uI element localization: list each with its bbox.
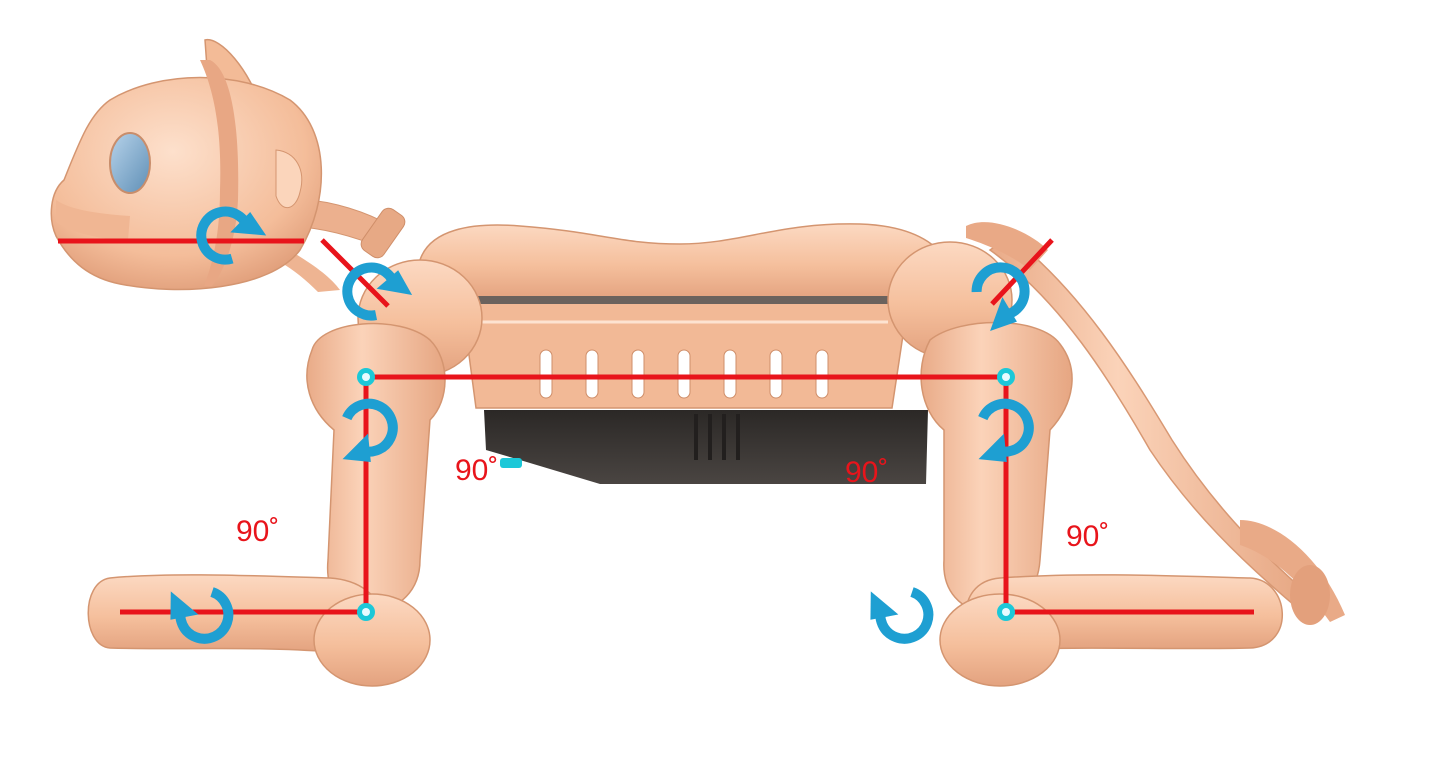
rear-knee-angle-label: 90˚ [1066, 520, 1110, 553]
rear-foot-rotation-arrow-icon [857, 570, 939, 650]
joint-marker-icon [997, 368, 1015, 386]
rear-hip-angle-label: 90˚ [845, 456, 889, 489]
front-leg [88, 260, 482, 686]
joint-marker-icon [357, 368, 375, 386]
joint-marker-icon [997, 603, 1015, 621]
front-shoulder-angle-label: 90˚ [455, 454, 499, 487]
joint-marker-icon [357, 603, 375, 621]
front-knee-angle-label: 90˚ [236, 515, 280, 548]
head [51, 40, 321, 290]
rear-leg [888, 242, 1282, 686]
